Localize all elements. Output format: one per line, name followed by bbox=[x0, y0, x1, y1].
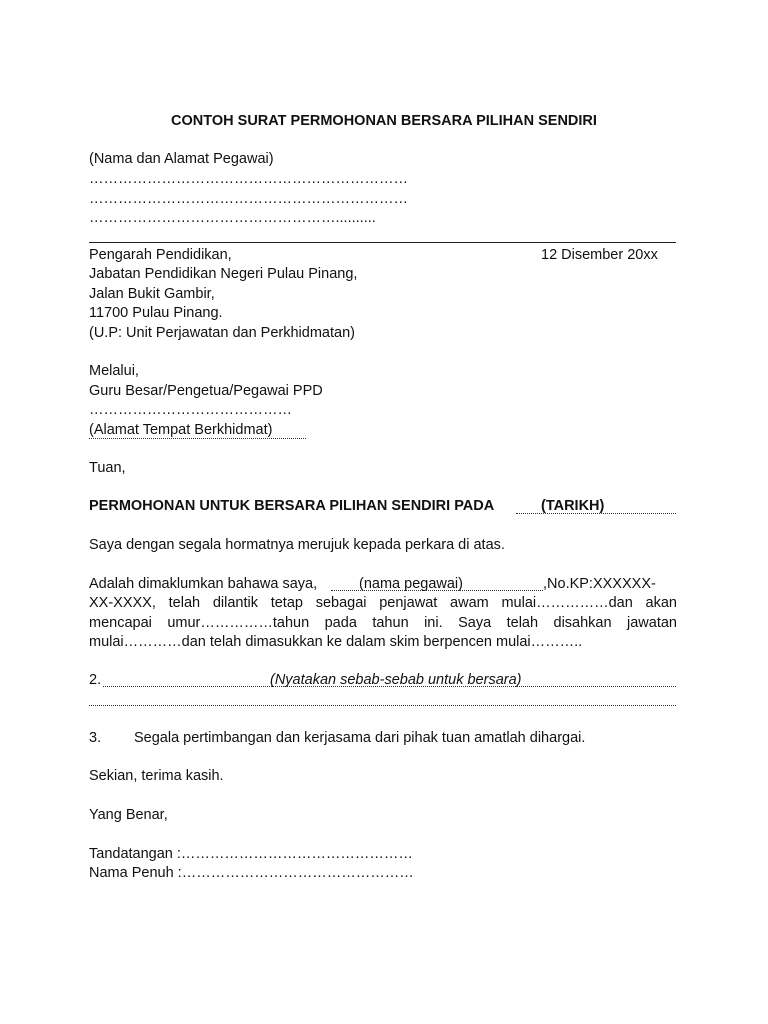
sender-address-line-1: ………………………………………………………… bbox=[89, 171, 408, 187]
recipient-line-3: Jalan Bukit Gambir, bbox=[89, 286, 215, 302]
via-line-3 bbox=[89, 421, 306, 440]
letter-title: CONTOH SURAT PERMOHONAN BERSARA PILIHAN SENDIRI bbox=[171, 113, 597, 129]
sender-label: (Nama dan Alamat Pegawai) bbox=[89, 151, 274, 167]
para1-lead: Adalah dimaklumkan bahawa saya, bbox=[89, 576, 318, 592]
signoff-text: Yang Benar, bbox=[89, 807, 168, 823]
para1-line-4: mulai…………dan telah dimasukkan ke dalam skim berpencen mulai……….. bbox=[89, 634, 583, 650]
para1-ic-number: ,No.KP:XXXXXX- bbox=[543, 576, 656, 592]
via-address-placeholder: (Alamat Tempat Berkhidmat) bbox=[89, 422, 306, 439]
via-label: Melalui, bbox=[89, 363, 139, 379]
letter-date: 12 Disember 20xx bbox=[541, 247, 658, 263]
salutation: Tuan, bbox=[89, 460, 126, 476]
para3-number: 3. bbox=[89, 730, 102, 746]
via-line-1: Guru Besar/Pengetua/Pegawai PPD bbox=[89, 383, 323, 399]
subject-date-placeholder: (TARIKH) bbox=[541, 498, 605, 514]
signature-line: Tandatangan :………………………………………… bbox=[89, 846, 413, 862]
para2-blank-line-2 bbox=[89, 705, 676, 706]
subject-text: PERMOHONAN UNTUK BERSARA PILIHAN SENDIRI PADA bbox=[89, 498, 495, 514]
closing-text: Sekian, terima kasih. bbox=[89, 768, 224, 784]
sender-address-line-3: …………………………………………….......... bbox=[89, 210, 376, 226]
header-divider bbox=[89, 242, 676, 243]
recipient-line-5: (U.P: Unit Perjawatan dan Perkhidmatan) bbox=[89, 325, 355, 341]
para1-body bbox=[89, 594, 677, 653]
recipient-line-4: 11700 Pulau Pinang. bbox=[89, 305, 223, 321]
para1-name-placeholder: (nama pegawai) bbox=[359, 576, 463, 592]
intro-paragraph: Saya dengan segala hormatnya merujuk kepada perkara di atas. bbox=[89, 537, 505, 553]
para1-line-2: XX-XXXX, telah dilantik tetap sebagai penjawat awam mulai……………dan akan bbox=[89, 595, 677, 611]
full-name-line: Nama Penuh :………………………………………… bbox=[89, 865, 414, 881]
via-line-2: …………………………………… bbox=[89, 402, 292, 418]
para2-number: 2. bbox=[89, 672, 102, 688]
recipient-line-1: Pengarah Pendidikan, bbox=[89, 247, 232, 263]
para2-placeholder: (Nyatakan sebab-sebab untuk bersara) bbox=[270, 672, 522, 688]
para1-line-3: mencapai umur……………tahun pada tahun ini. Saya telah disahkan jawatan bbox=[89, 614, 677, 631]
recipient-line-2: Jabatan Pendidikan Negeri Pulau Pinang, bbox=[89, 266, 358, 282]
para3-text: Segala pertimbangan dan kerjasama dari pihak tuan amatlah dihargai. bbox=[134, 730, 586, 746]
sender-address-line-2: ………………………………………………………… bbox=[89, 191, 408, 207]
